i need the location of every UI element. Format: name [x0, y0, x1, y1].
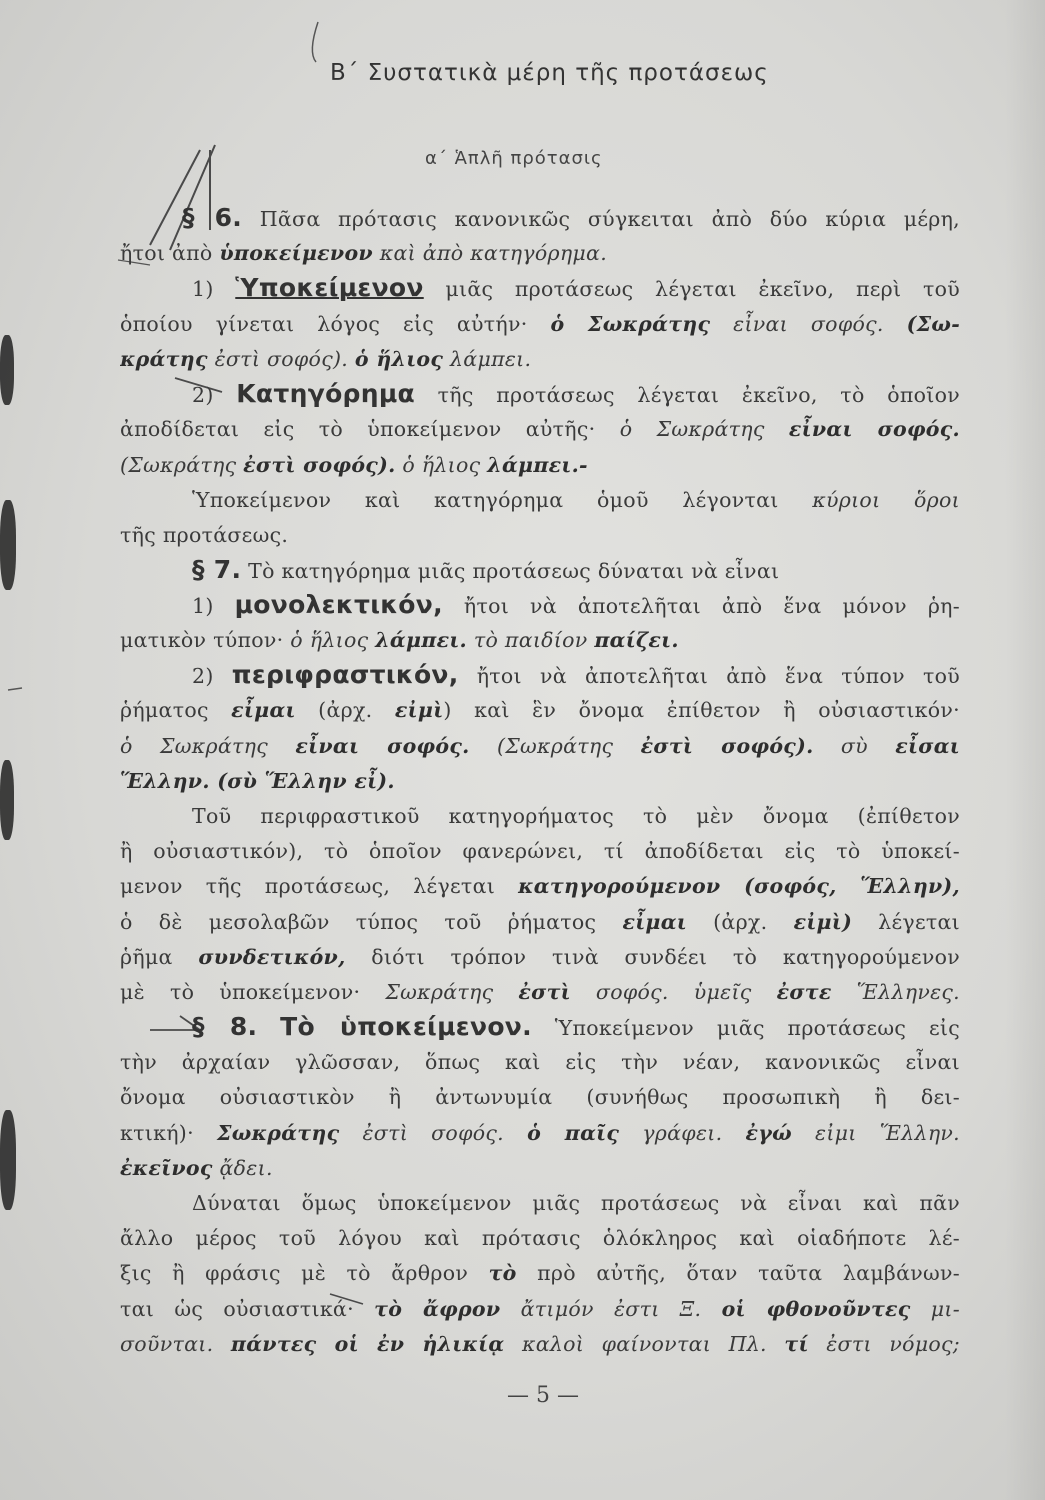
- section-title: Τὸ ὑποκείμενον.: [280, 1012, 532, 1041]
- section-subheading: α΄ Ἁπλῆ πρότασις: [425, 148, 603, 169]
- section-number: § 7.: [192, 555, 242, 584]
- para8-p2-line-3: ξις ἢ φράσις μὲ τὸ ἄρθρον τὸ πρὸ αὐτῆς, ὅταν ταῦτα λαμβάνων-: [120, 1261, 960, 1285]
- section-number: § 6.: [182, 203, 243, 232]
- page-number: — 5 —: [507, 1383, 579, 1408]
- para6-note-line-2: τῆς προτάσεως.: [120, 523, 289, 547]
- term-periphrastic: περιφραστικόν,: [231, 660, 459, 689]
- para7-item2-line-2: ῥήματος εἶμαι (ἀρχ. εἰμὶ) καὶ ἓν ὄνομα ἐπίθετον ἢ οὐσιαστικόν·: [120, 698, 960, 722]
- para8-p2-line-2: ἄλλο μέρος τοῦ λόγου καὶ πρότασις ὁλόκληρος καὶ οἱαδήποτε λέ-: [120, 1226, 960, 1250]
- para7-p2-line-2: ἢ οὐσιαστικόν), τὸ ὁποῖον φανερώνει, τί ἀποδίδεται εἰς τὸ ὑποκεί-: [120, 839, 960, 863]
- para6-item2-line-1: 2) Κατηγόρημα τῆς προτάσεως λέγεται ἐκεῖνο, τὸ ὁποῖον: [192, 379, 960, 408]
- section-number: § 8.: [192, 1012, 258, 1041]
- para6-line-1: § 6. Πᾶσα πρότασις κανονικῶς σύγκειται ἀπὸ δύο κύρια μέρη,: [182, 203, 960, 232]
- para7-p2-line-3: μενον τῆς προτάσεως, λέγεται κατηγορούμενον (σοφός, Ἕλλην),: [120, 874, 960, 898]
- para6-note-line-1: Ὑποκείμενον καὶ κατηγόρημα ὁμοῦ λέγονται κύριοι ὅροι: [192, 488, 960, 512]
- para7-p2-line-6: μὲ τὸ ὑποκείμενον· Σωκράτης ἐστὶ σοφός. ὑμεῖς ἐστε Ἕλληνες.: [120, 980, 960, 1004]
- para8-p2-line-5: σοῦνται. πάντες οἱ ἐν ἡλικίᾳ καλοὶ φαίνονται Πλ. τί ἐστι νόμος;: [120, 1332, 960, 1356]
- para8-line-3: ὄνομα οὐσιαστικὸν ἢ ἀντωνυμία (συνήθως προσωπικὴ ἢ δει-: [120, 1085, 960, 1109]
- para7-p2-line-5: ῥῆμα συνδετικόν, διότι τρόπον τινὰ συνδέει τὸ κατηγορούμενον: [120, 945, 960, 969]
- para7-p2-line-1: Τοῦ περιφραστικοῦ κατηγορήματος τὸ μὲν ὄνομα (ἐπίθετον: [192, 804, 960, 828]
- para7-line-1: § 7. Τὸ κατηγόρημα μιᾶς προτάσεως δύναται νὰ εἶναι: [192, 555, 780, 584]
- para8-line-5: ἐκεῖνος ᾄδει.: [120, 1156, 273, 1180]
- term-subject: Ὑποκείμενον: [235, 273, 424, 302]
- chapter-heading: Β΄ Συστατικὰ μέρη τῆς προτάσεως: [330, 60, 769, 86]
- para7-item1-line-2: ματικὸν τύπον· ὁ ἥλιος λάμπει. τὸ παιδίον παίζει.: [120, 628, 679, 652]
- term-monolectic: μονολεκτικόν,: [234, 590, 443, 619]
- para7-item2-line-4: Ἕλλην. (σὺ Ἕλλην εἶ).: [120, 769, 395, 793]
- para6-line-2: ἤτοι ἀπὸ ὑποκείμενον καὶ ἀπὸ κατηγόρημα.: [120, 241, 608, 265]
- para8-p2-line-1: Δύναται ὅμως ὑποκείμενον μιᾶς προτάσεως νὰ εἶναι καὶ πᾶν: [192, 1191, 960, 1215]
- para7-item2-line-3: ὁ Σωκράτης εἶναι σοφός. (Σωκράτης ἐστὶ σοφός). σὺ εἶσαι: [120, 734, 960, 758]
- para7-item2-line-1: 2) περιφραστικόν, ἤτοι νὰ ἀποτελῆται ἀπὸ ἕνα τύπον τοῦ: [192, 660, 960, 689]
- para8-p2-line-4: ται ὡς οὐσιαστικά· τὸ ἄφρον ἄτιμόν ἐστι Ξ. οἱ φθονοῦντες μι-: [120, 1297, 960, 1321]
- term-predicate: Κατηγόρημα: [236, 379, 416, 408]
- para8-line-4: κτική)· Σωκράτης ἐστὶ σοφός. ὁ παῖς γράφει. ἐγώ εἰμι Ἕλλην.: [120, 1121, 960, 1145]
- para6-item1-line-1: 1) Ὑποκείμενον μιᾶς προτάσεως λέγεται ἐκεῖνο, περὶ τοῦ: [192, 273, 960, 302]
- para6-item1-line-3: κράτης ἐστὶ σοφός). ὁ ἥλιος λάμπει.: [120, 347, 532, 371]
- para8-line-2: τὴν ἀρχαίαν γλῶσσαν, ὅπως καὶ εἰς τὴν νέαν, κανονικῶς εἶναι: [120, 1050, 960, 1074]
- para7-p2-line-4: ὁ δὲ μεσολαβῶν τύπος τοῦ ῥήματος εἶμαι (ἀρχ. εἰμὶ) λέγεται: [120, 910, 960, 934]
- para6-item2-line-2: ἀποδίδεται εἰς τὸ ὑποκείμενον αὐτῆς· ὁ Σωκράτης εἶναι σοφός.: [120, 417, 960, 441]
- para6-item1-line-2: ὁποίου γίνεται λόγος εἰς αὐτήν· ὁ Σωκράτης εἶναι σοφός. (Σω-: [120, 312, 960, 336]
- para8-line-1: § 8. Τὸ ὑποκείμενον. Ὑποκείμενον μιᾶς προτάσεως εἰς: [192, 1012, 960, 1041]
- para7-item1-line-1: 1) μονολεκτικόν, ἤτοι νὰ ἀποτελῆται ἀπὸ ἕνα μόνον ῥη-: [192, 590, 960, 619]
- para6-item2-line-3: (Σωκράτης ἐστὶ σοφός). ὁ ἥλιος λάμπει.-: [120, 453, 588, 477]
